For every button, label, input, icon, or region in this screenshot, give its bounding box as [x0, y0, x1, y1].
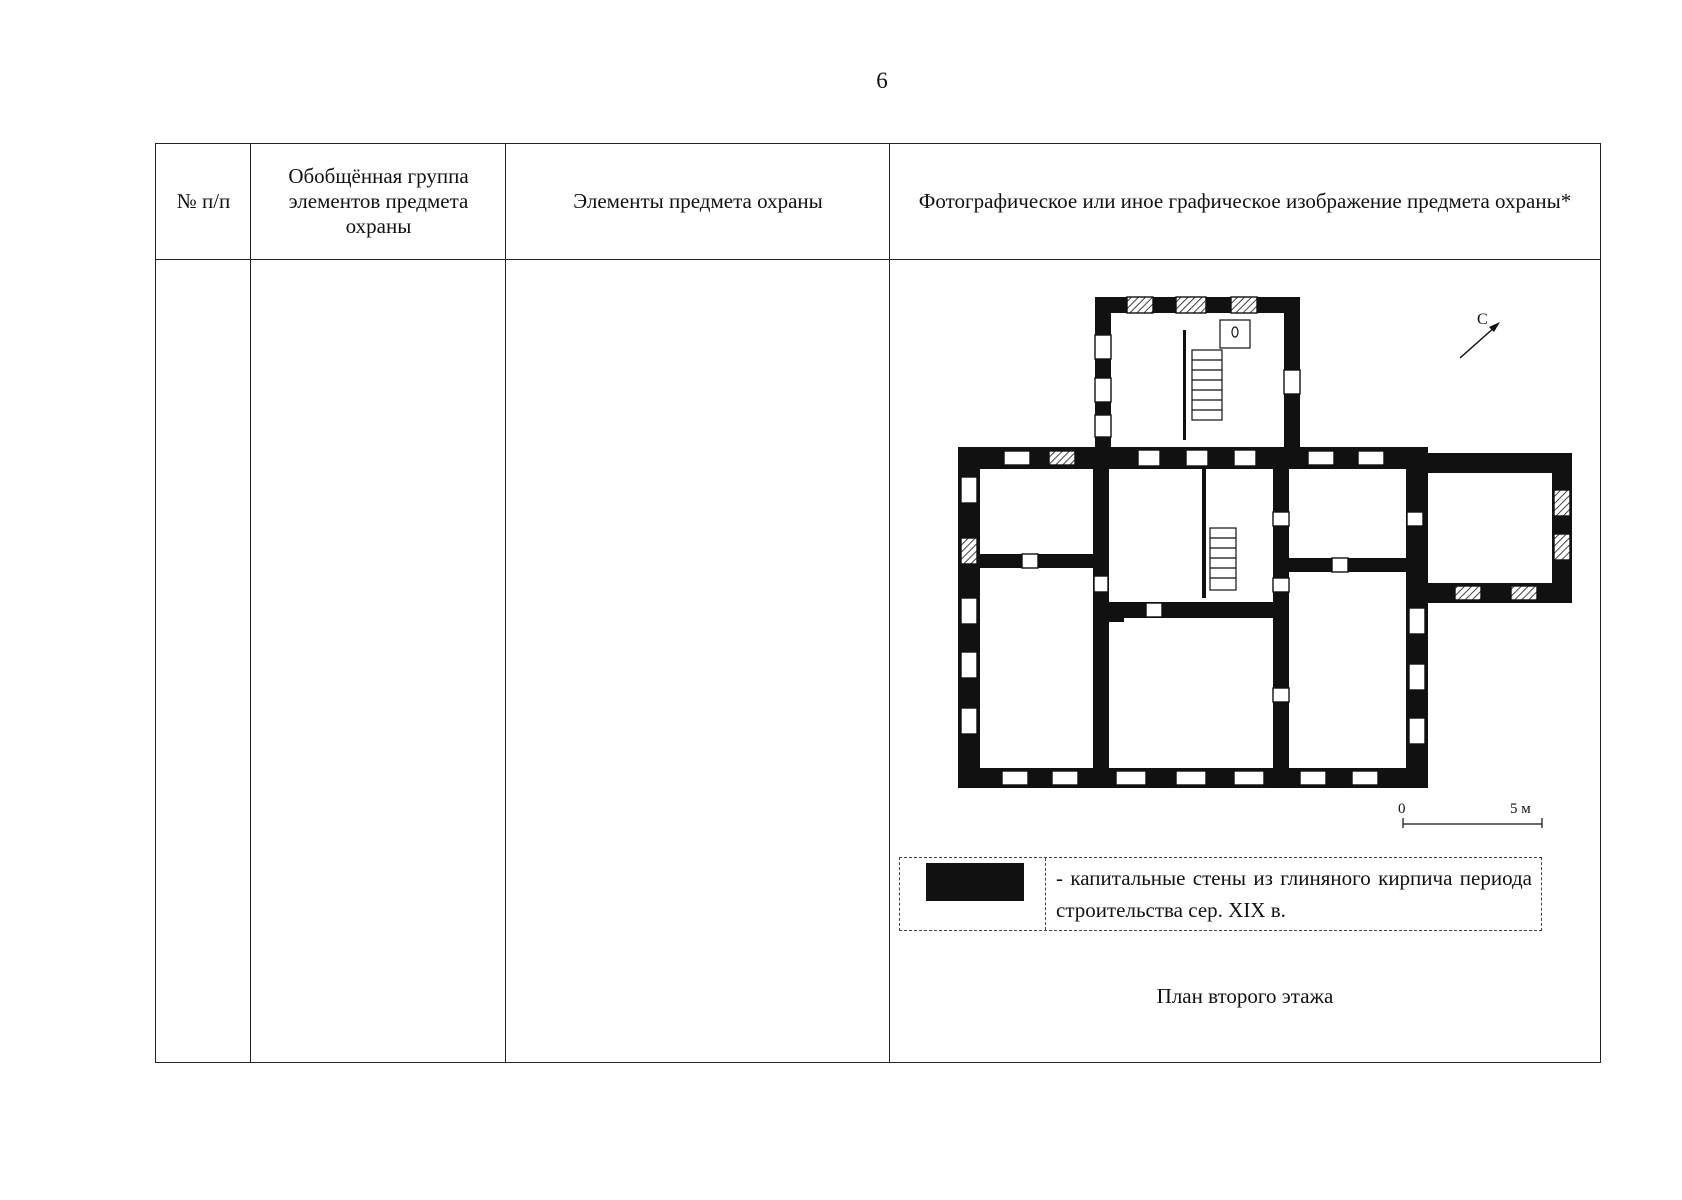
- legend-text: - капитальные стены из глиняного кирпича периода строительства сер. XIX в.: [1056, 866, 1532, 922]
- legend-box: [899, 857, 1542, 931]
- floor-plan-drawing: [940, 290, 1600, 830]
- scale-end-label: 5 м: [1510, 801, 1531, 817]
- cell-group: [251, 260, 505, 1060]
- header-group: Обобщённая группа элементов предмета охраны: [288, 163, 469, 238]
- legend-swatch: [926, 863, 1024, 901]
- north-label: С: [1477, 311, 1488, 328]
- cell-elements: [506, 260, 889, 1060]
- header-number: № п/п: [176, 188, 231, 213]
- header-image: Фотографическое или иное графическое изображение предмета охраны*: [918, 188, 1572, 213]
- figure-caption: План второго этажа: [1156, 984, 1334, 1008]
- table-header-row: [156, 144, 1600, 260]
- scale-start-label: 0: [1398, 801, 1406, 817]
- header-elements: Элементы предмета охраны: [573, 188, 823, 213]
- cell-number: [156, 260, 250, 1060]
- legend-swatch-cell: [900, 858, 1046, 930]
- column-divider: [889, 144, 890, 1062]
- floor-plan: [940, 290, 1600, 830]
- page-number: 6: [876, 68, 888, 93]
